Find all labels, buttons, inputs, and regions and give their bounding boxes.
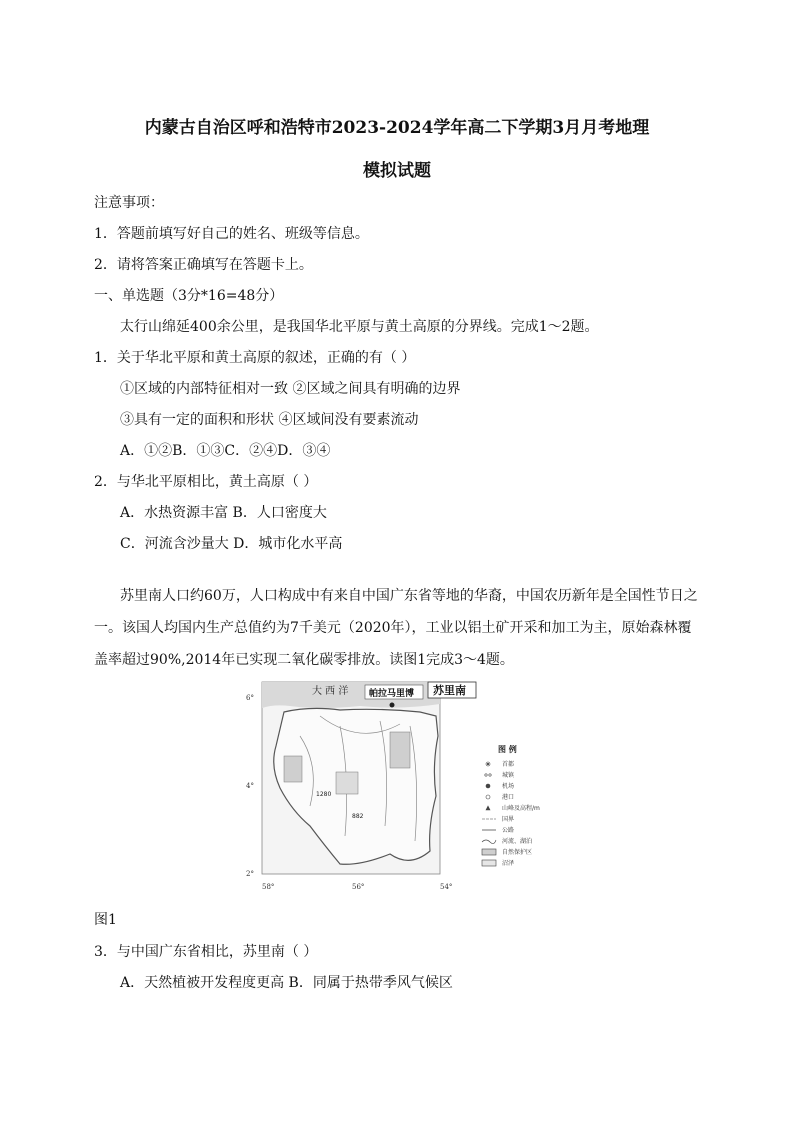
legend-item: 港口 [502,794,515,801]
legend-item: 沼泽 [502,860,515,867]
notice-item-2: 2．请将答案正确填写在答题卡上。 [94,257,313,273]
legend-item: 自然保护区 [502,849,533,856]
legend-item: 首都 [502,761,515,768]
legend-item: 机场 [502,783,515,790]
passage-intro-2-line1: 苏里南人口约60万，人口构成中有来自中国广东省等地的华裔，中国农历新年是全国性节日之 [120,588,698,604]
lat-label-6: 6° [246,694,254,702]
legend-item: 河流、湖泊 [502,838,533,845]
q2-stem: 2．与华北平原相比，黄土高原（ ） [94,474,318,490]
lon-label-54: 54° [440,883,453,891]
figure-caption: 图1 [94,912,117,928]
q1-stem: 1．关于华北平原和黄土高原的叙述，正确的有（ ） [94,350,416,366]
lon-label-56: 56° [352,883,365,891]
sea-label: 大 西 洋 [312,686,349,697]
doc-title-line1: 内蒙古自治区呼和浩特市2023-2024学年高二下学期3月月考地理 [144,118,650,138]
q1-options: A．①②B．①③C．②④D．③④ [120,443,331,459]
reserve-area-2 [336,772,358,794]
peak-label-2: 882 [352,813,364,820]
legend-item: 城镇 [502,772,515,779]
lat-label-4: 4° [246,782,254,790]
suriname-map [240,676,560,894]
passage-intro-2-line3: 盖率超过90%,2014年已实现二氧化碳零排放。读图1完成3～4题。 [94,652,514,668]
q2-options-1: A．水热资源丰富 B．人口密度大 [120,505,327,521]
legend-item: 公路 [502,827,515,834]
legend-item: 山峰及高程/m [502,805,540,812]
notice-heading: 注意事项： [94,195,164,211]
q2-options-2: C．河流含沙量大 D．城市化水平高 [120,536,343,552]
reserve-area-3 [390,732,410,768]
q3-options-1: A．天然植被开发程度更高 B．同属于热带季风气候区 [120,975,453,991]
reserve-area-1 [284,756,302,782]
country-name: 苏里南 [433,684,466,697]
section-heading: 一、单选题（3分*16=48分） [94,288,284,304]
peak-label-1: 1280 [316,791,332,798]
capital-icon [390,703,395,708]
q1-statements-1: ①区域的内部特征相对一致 ②区域之间具有明确的边界 [120,381,461,397]
notice-item-1: 1．答题前填写好自己的姓名、班级等信息。 [94,226,369,242]
passage-intro-1: 太行山绵延400余公里，是我国华北平原与黄土高原的分界线。完成1～2题。 [120,319,599,335]
doc-title-line2: 模拟试题 [363,161,431,181]
passage-intro-2-line2: 一。该国人均国内生产总值约为7千美元（2020年），工业以铝土矿开采和加工为主，原始森林覆 [94,620,692,636]
legend-title: 图 例 [498,745,517,754]
q1-statements-2: ③具有一定的面积和形状 ④区域间没有要素流动 [120,412,419,428]
q3-stem: 3．与中国广东省相比，苏里南（ ） [94,944,318,960]
lat-label-2: 2° [246,870,254,878]
legend-item: 国界 [502,816,515,823]
lon-label-58: 58° [262,883,275,891]
capital-label: 帕拉马里博 [369,689,415,699]
